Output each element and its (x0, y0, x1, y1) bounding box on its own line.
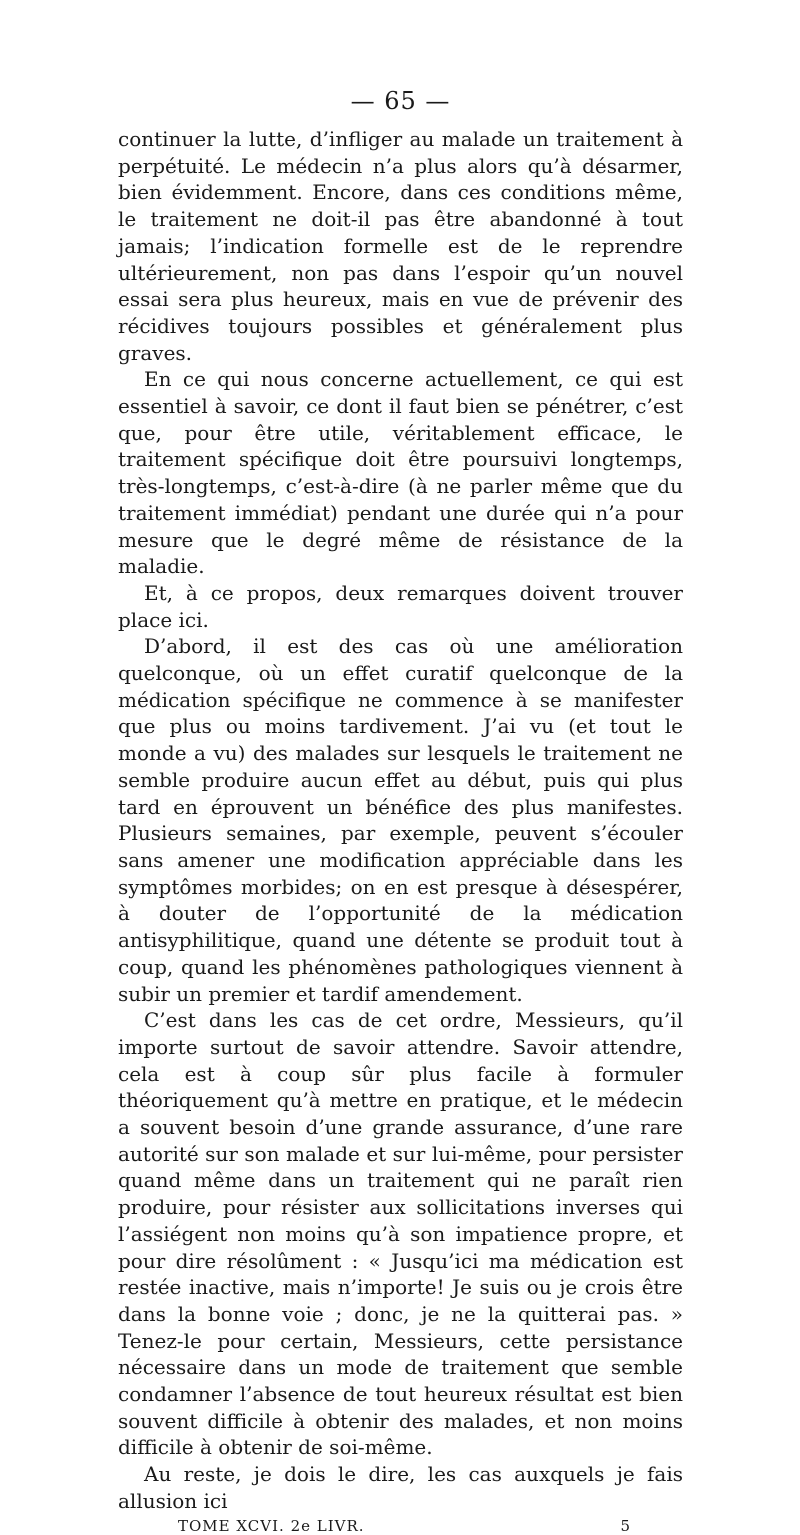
paragraph-6: Au reste, je dois le dire, les cas auxquels je fais allusion ici (118, 1462, 683, 1513)
paragraph-1: continuer la lutte, d’infliger au malade un traitement à perpétuité. Le médecin n’a plus alors qu’à désarmer, bien évidemment. Encore, dans ces conditions même, le traitement ne doit-il pas être abandonné à tout jamais; l’indication formelle est de le reprendre ultérieurement, non pas dans l’espoir qu’un nouvel essai sera plus heureux, mais en vue de prévenir des récidives toujours possibles et généralement plus graves. (118, 127, 683, 365)
book-page (118, 84, 683, 1535)
page-number: — 65 — (350, 87, 451, 115)
page-footer (118, 1517, 683, 1535)
paragraph-4: D’abord, il est des cas où une amélioration quelconque, où un effet curatif quelconque de la médication spécifique ne commence à se manifester que plus ou moins tardivement. J’ai vu (et tout le monde a vu) des malades sur lesquels le traitement ne semble produire aucun effet au début, puis qui plus tard en éprouvent un bénéfice des plus manifestes. Plusieurs semaines, par exemple, peuvent s’écouler sans amener une modification appréciable dans les symptômes morbides; on en est presque à désespérer, à douter de l’opportunité de la médication antisyphilitique, quand une détente se produit tout à coup, quand les phénomènes pathologiques viennent à subir un premier et tardif amendement. (118, 634, 683, 1006)
paragraph-3: Et, à ce propos, deux remarques doivent trouver place ici. (118, 580, 683, 632)
paragraph-5: C’est dans les cas de cet ordre, Messieurs, qu’il importe surtout de savoir attendre. Savoir attendre, cela est à coup sûr plus facile à formuler théoriquement qu’à mettre en pratique, et le médecin a souvent besoin d’une grande assurance, d’une rare autorité sur son malade et sur lui-même, pour persister quand même dans un traitement qui ne paraît rien produire, pour résister aux sollicitations inverses qui l’assiégent non moins qu’à son impatience propre, et pour dire résolûment : « Jusqu’ici ma médication est restée inactive, mais n’importe! Je suis ou je crois être dans la bonne voie ; donc, je ne la quitterai pas. » Tenez-le pour certain, Messieurs, cette persistance nécessaire dans un mode de traitement que semble condamner l’absence de tout heureux résultat est bien souvent difficile à obtenir des malades, et non moins difficile à obtenir de soi-même. (118, 1008, 683, 1460)
signature-mark: TOME XCVI. 2e LIVR. (178, 1516, 365, 1535)
gathering-number: 5 (620, 1516, 631, 1535)
paragraph-2: En ce qui nous concerne actuellement, ce qui est essentiel à savoir, ce dont il faut bien se pénétrer, c’est que, pour être utile, véritablement efficace, le traitement spécifique doit être poursuivi longtemps, très-longtemps, c’est-à-dire (à ne parler même que du traitement immédiat) pendant une durée qui n’a pour mesure que le degré même de résistance de la maladie. (118, 367, 683, 579)
